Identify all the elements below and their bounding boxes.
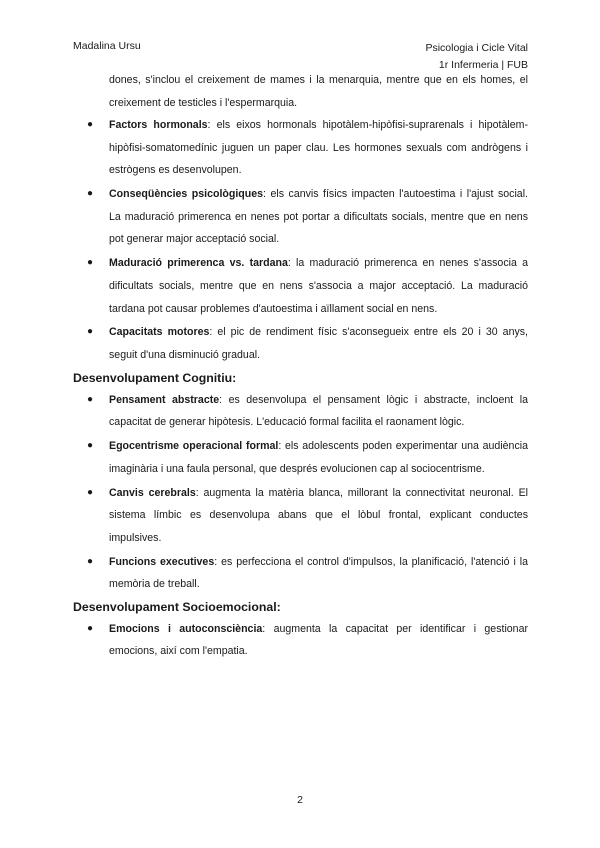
item-text: : els canvis físics impacten l'autoestima i l'ajust social. La maduració primerenca en nenes pot portar a dificultats socials, mentre que en nens pot generar major acceptació social. (109, 188, 528, 246)
item-term: Emocions i autoconsciència (109, 622, 263, 635)
section-heading-cognitive: Desenvolupament Cognitiu: (73, 370, 237, 385)
list-item (73, 252, 528, 320)
item-text: : es perfecciona el control d'impulsos, la planificació, l'atenció i la memòria de treball. (109, 555, 528, 591)
header-course: Psicologia i Cicle Vital (425, 42, 528, 54)
continued-paragraph: dones, s'inclou el creixement de mames i la menarquia, mentre que en els homes, el creixement de testicles i l'espermarquia. (109, 74, 528, 109)
item-text: : els adolescents poden experimentar una audiència imaginària i una faula personal, que després evolucionen cap al sociocentrisme. (109, 440, 528, 475)
physical-development-list (73, 114, 528, 366)
bullet-icon: ● (87, 257, 94, 269)
bullet-icon: ● (87, 393, 94, 405)
page-number: 2 (297, 794, 303, 806)
bullet-icon: ● (87, 119, 94, 131)
cognitive-development-list (73, 389, 528, 596)
item-text: : el pic de rendiment físic s'aconsegueix entre els 20 i 30 anys, seguit d'una disminució gradual. (109, 326, 529, 362)
item-text: : els eixos hormonals hipotàlem-hipòfisi-suprarenals i hipotàlem-hipòfisi-somatomedínic juguen un paper clau. Les hormones sexuals com andrògens i estrògens es desenvolupen. (109, 119, 528, 177)
item-text: : augmenta la capacitat per identificar i gestionar emocions, així com l'empatia. (109, 622, 528, 658)
list-item (73, 551, 528, 596)
header-author: Madalina Ursu (73, 40, 141, 52)
bullet-icon: ● (87, 440, 94, 452)
page-content (73, 69, 528, 663)
list-item (73, 114, 528, 182)
item-term: Conseqüències psicològiques (109, 188, 264, 201)
item-text: : la maduració primerenca en nenes s'associa a dificultats socials, mentre que en nens s'associa a major acceptació. La maduració tardana pot causar problemes d'autoestima i aïllament social en nens. (109, 257, 528, 315)
list-item (73, 618, 528, 663)
item-term: Factors hormonals (109, 119, 208, 132)
section-heading-socioemotional: Desenvolupament Socioemocional: (73, 599, 281, 614)
header-program: 1r Infermeria | FUB (438, 59, 528, 71)
item-term: Maduració primerenca vs. tardana (109, 257, 288, 270)
bullet-icon: ● (87, 622, 94, 634)
list-item (73, 321, 528, 366)
item-text: : augmenta la matèria blanca, millorant la connectivitat neuronal. El sistema límbic es desenvolupa abans que el lòbul frontal, explicant conductes impulsives. (109, 486, 528, 544)
bullet-icon: ● (87, 188, 94, 200)
item-term: Funcions executives (109, 555, 215, 568)
item-term: Egocentrisme operacional formal (109, 440, 279, 453)
bullet-icon: ● (87, 486, 94, 498)
item-term: Capacitats motores (109, 326, 210, 339)
list-item (73, 435, 528, 480)
bullet-icon: ● (87, 326, 94, 338)
bullet-icon: ● (87, 555, 94, 567)
socioemotional-development-list (73, 618, 528, 663)
list-item (73, 482, 528, 550)
item-term: Pensament abstracte (109, 393, 220, 406)
item-text: : es desenvolupa el pensament lògic i abstracte, incloent la capacitat de generar hipòtesis. L'educació formal facilita el raonament lògic. (109, 393, 528, 429)
list-item (73, 389, 528, 434)
item-term: Canvis cerebrals (109, 486, 196, 499)
list-item (73, 183, 528, 251)
